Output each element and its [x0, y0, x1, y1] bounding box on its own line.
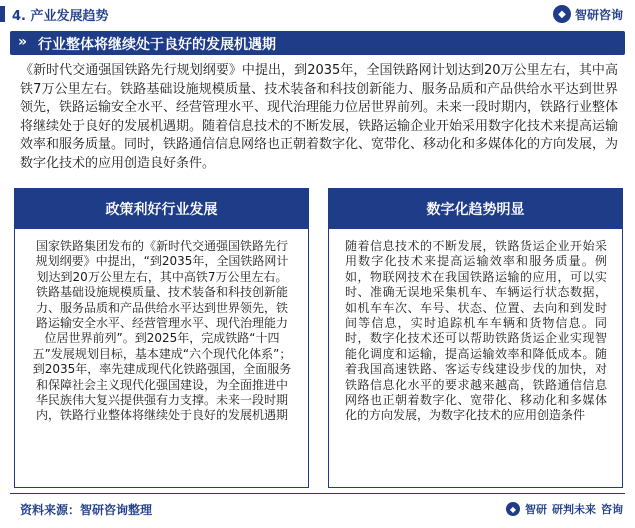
header-accent-bar [0, 6, 5, 22]
policy-panel-heading: 政策利好行业发展 [105, 202, 218, 218]
footer-brand [506, 501, 623, 517]
digital-trend-panel-header [329, 189, 622, 229]
digital-trend-panel-heading: 数字化趋势明显 [426, 202, 525, 218]
footer-logo-icon: ◆ [506, 502, 520, 516]
top-header [0, 0, 635, 28]
brand-logo-icon: ◆ [553, 5, 571, 23]
footer-brand-mid: 研判未来 [552, 503, 596, 516]
policy-panel-header [15, 189, 308, 229]
page-title-bar [10, 31, 625, 55]
section-title: 4. 产业发展趋势 [12, 9, 109, 24]
footer-brand-right: 咨询 [601, 503, 623, 516]
intro-paragraph: 《新时代交通强国铁路先行规划纲要》中提出，到2035年，全国铁路网计划达到20万公里左右，其中高铁7万公里左右。铁路基础设施规模质量、技术装备和科技创新能力、服务品质和产品供给水平达到世界领先，铁路运输安全水平、经营管理水平、现代治理能力位居世界前列。未来一段时期内，铁路行业整体将继续处于良好的发展机遇期。随着信息技术的不断发展，铁路运输企业开始采用数字化技术来提高运输效率和服务质量。同时，铁路通信信息网络也正朝着数字化、宽带化、移动化和多媒体化的方向发展，为数字化技术的应用创造良好条件。 [20, 63, 619, 171]
policy-panel [14, 188, 309, 488]
digital-trend-panel [328, 188, 623, 488]
footer-brand-left: 智研 [525, 503, 547, 516]
footer-divider [10, 493, 625, 494]
footer [0, 493, 635, 528]
chevron-right-icon: » [18, 34, 28, 50]
brand-name: 智研咨询 [574, 7, 623, 22]
digital-trend-panel-body: 随着信息技术的不断发展，铁路货运企业开始采用数字化技术来提高运输效率和服务质量。例如，物联网技术在我国铁路运输的应用，可以实时、准确无误地采集机车、车辆运行状态数据，如机车车次、车号、状态、位置、去向和到发时间等信息，实时追踪机车车辆和货物信息。同时，数字化技术还可以帮助铁路货运企业实现智能化调度和运输，提高运输效率和降低成本。随着我国高速铁路、客运专线建设步伐的加快，对铁路信息化水平的要求越来越高，铁路通信信息网络也正朝着数字化、宽带化、移动化和多媒体化的方向发展，为数字化技术的应用创造条件 [345, 239, 607, 423]
page-title: 行业整体将继续处于良好的发展机遇期 [38, 37, 276, 53]
brand-logo-group [553, 5, 623, 23]
policy-panel-body: 国家铁路集团发布的《新时代交通强国铁路先行规划纲要》中提出，“到2035年，全国铁路网计划达到20万公里左右，其中高铁7万公里左右。铁路基础设施规模质量、技术装备和科技创新能力、服务品质和产品供给水平达到世界领先，铁路运输安全水平、经营管理水平、现代治理能力位居世界前列”。到2025年，完成铁路“十四五”发展规划目标，基本建成“六个现代化体系”；到2035年，率先建成现代化铁路强国，全面服务和保障社会主义现代化强国建设，为全面推进中华民族伟大复兴提供强有力支撑。未来一段时期内，铁路行业整体将继续处于良好的发展机遇期 [32, 239, 292, 423]
source-note: 资料来源：智研咨询整理 [20, 503, 153, 517]
